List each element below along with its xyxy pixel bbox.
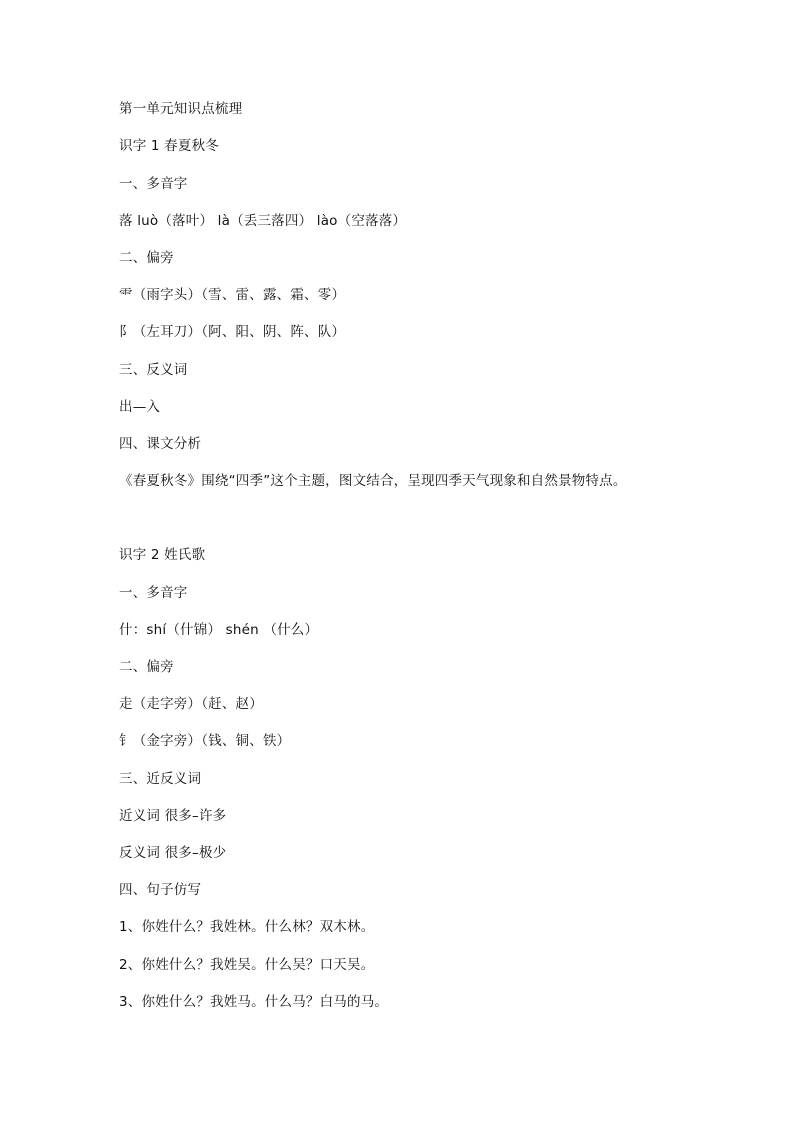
lesson2-imitation-line-1: 1、你姓什么？我姓林。什么林？双木林。 [119,919,375,935]
lesson2-radical-line-2: 钅（金字旁）（钱、铜、铁） [119,733,291,749]
lesson2-synonym-heading: 三、近反义词 [119,771,202,787]
lesson1-antonym-line: 出—入 [119,399,161,415]
lesson2-imitation-line-2: 2、你姓什么？我姓吴。什么吴？口天吴。 [119,957,375,973]
lesson1-analysis-line: 《春夏秋冬》围绕“四季”这个主题，图文结合，呈现四季天气现象和自然景物特点。 [119,473,627,489]
lesson2-radical-heading: 二、偏旁 [119,659,174,675]
lesson1-heading: 识字 1 春夏秋冬 [119,138,219,154]
lesson2-polyphone-heading: 一、多音字 [119,585,188,601]
lesson1-radical-line-1: ⻗（雨字头）（雪、雷、露、霜、零） [119,287,346,303]
lesson2-imitation-line-3: 3、你姓什么？我姓马。什么马？白马的马。 [119,994,389,1010]
lesson1-polyphone-heading: 一、多音字 [119,176,188,192]
lesson1-antonym-heading: 三、反义词 [119,362,188,378]
lesson2-polyphone-line: 什：shí（什锦） shén （什么） [119,622,319,638]
lesson2-synonym-line: 近义词 很多–许多 [119,808,227,824]
lesson2-antonym-line: 反义词 很多–极少 [119,845,227,861]
lesson2-radical-line-1: 走（走字旁）（赶、赵） [119,696,263,712]
lesson2-heading: 识字 2 姓氏歌 [119,547,206,563]
lesson1-radical-heading: 二、偏旁 [119,250,174,266]
lesson1-analysis-heading: 四、课文分析 [119,436,202,452]
document-title: 第一单元知识点梳理 [119,101,243,117]
lesson2-imitation-heading: 四、句子仿写 [119,882,202,898]
lesson1-polyphone-line: 落 luò（落叶） là（丢三落四） lào（空落落） [119,213,407,229]
lesson1-radical-line-2: 阝（左耳刀）（阿、阳、阴、阵、队） [119,324,346,340]
